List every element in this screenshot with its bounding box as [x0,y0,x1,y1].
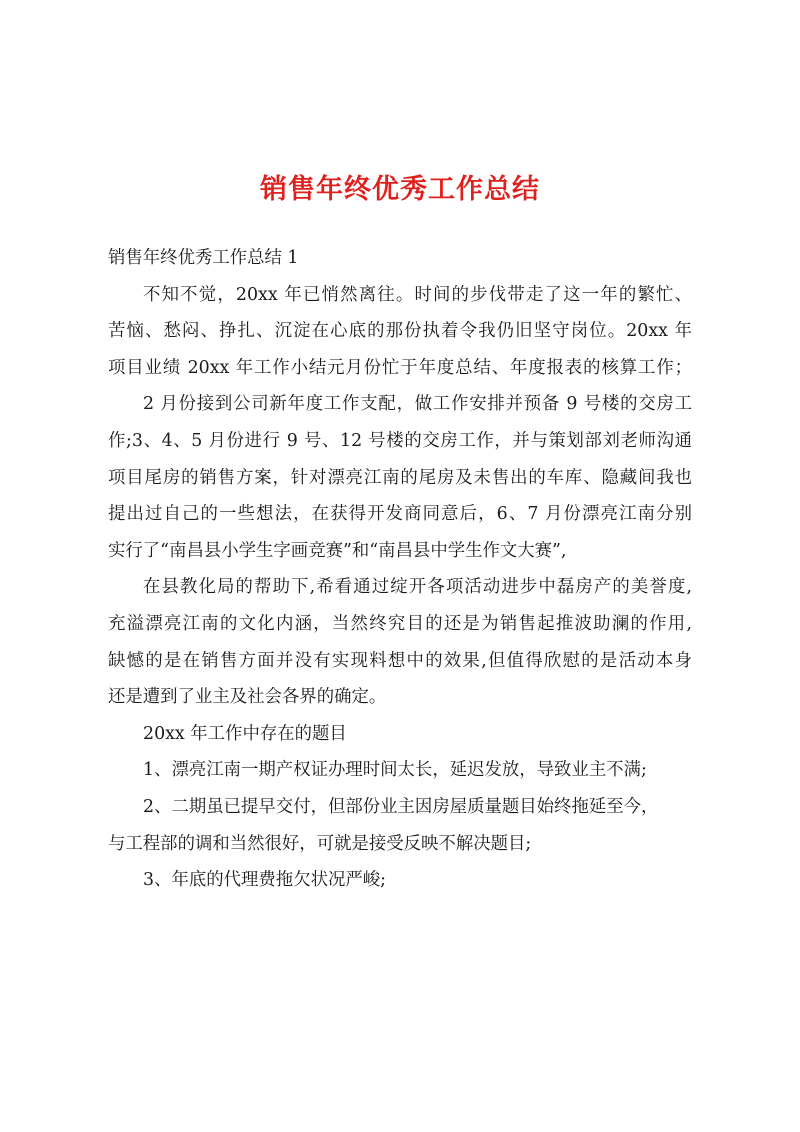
text-line: 2、二期虽已提早交付，但部份业主因房屋质量题目始终拖延至今， [143,796,659,817]
text-line: 20xx 年工作中存在的题目 [143,723,347,744]
document-title: 销售年终优秀工作总结 [260,174,540,205]
text-line: 还是遭到了业主及社会各界的确定。 [108,687,387,708]
text-line: 1、漂亮江南一期产权证办理时间太长，延迟发放，导致业主不满; [143,760,647,781]
document-body [108,240,692,899]
text-line: 不知不觉，20xx 年已悄然离往。时间的步伐带走了这一年的繁忙、 [143,284,692,305]
text-line: 充溢漂亮江南的文化内涵，当然终究目的还是为销售起推波助澜的作用, [108,613,692,634]
text-line: 苦恼、愁闷、挣扎、沉淀在心底的那份执着令我仍旧坚守岗位。20xx 年 [108,321,692,342]
text-line: 3、年底的代理费拖欠状况严峻; [143,870,387,891]
text-line: 项目尾房的销售方案，针对漂亮江南的尾房及未售出的车库、隐藏间我也 [108,467,692,488]
text-line: 与工程部的调和当然很好，可就是接受反映不解决题目; [108,833,532,854]
text-line: 实行了“南昌县小学生字画竞赛”和“南昌县中学生作文大赛”, [108,540,567,561]
text-line: 2 月份接到公司新年度工作支配，做工作安排并预备 9 号楼的交房工 [143,394,692,415]
text-line: 销售年终优秀工作总结 1 [108,248,299,268]
text-line: 项目业绩 20xx 年工作小结元月份忙于年度总结、年度报表的核算工作； [108,357,692,378]
text-line: 缺憾的是在销售方面并没有实现料想中的效果,但值得欣慰的是活动本身 [108,650,692,671]
text-line: 在县教化局的帮助下,希看通过绽开各项活动进步中磊房产的美誉度, [143,577,692,598]
text-line: 作;3、4、5 月份进行 9 号、12 号楼的交房工作，并与策划部刘老师沟通 [108,430,692,451]
text-line: 提出过自己的一些想法，在获得开发商同意后，6、7 月份漂亮江南分别 [108,504,692,525]
